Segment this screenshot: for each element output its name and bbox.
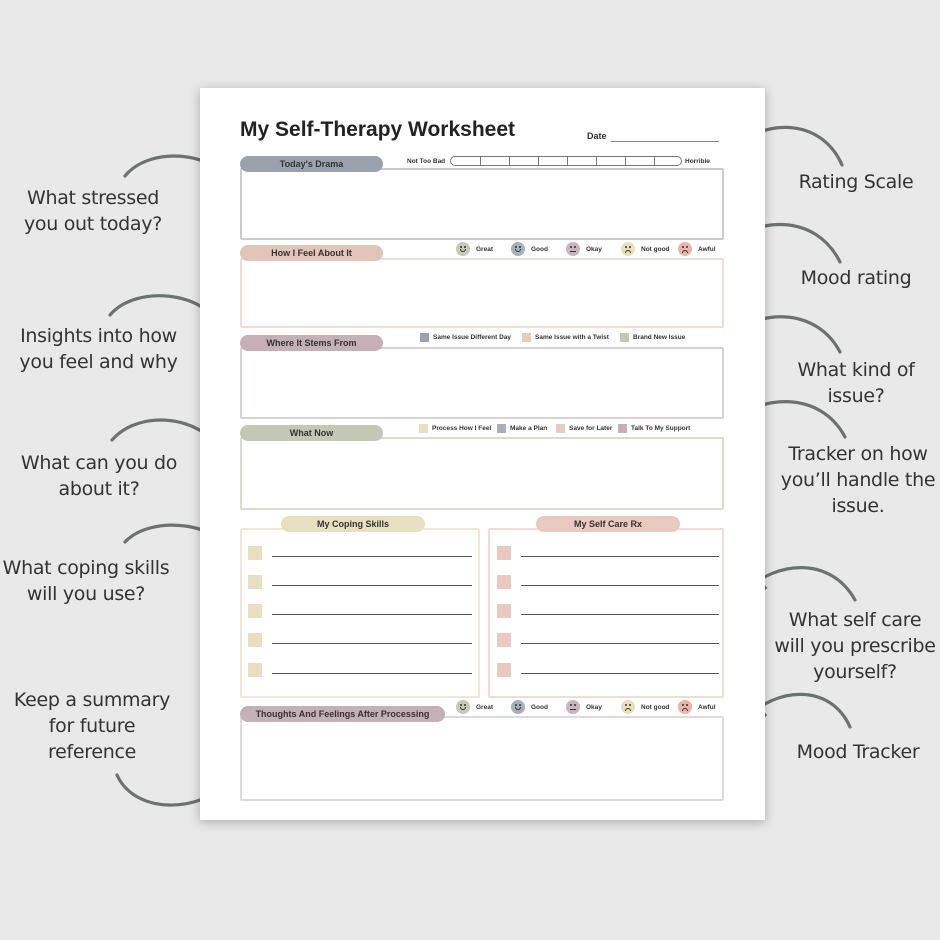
worksheet-page [200, 88, 765, 820]
now-legend-label: Make a Plan [510, 425, 548, 432]
coping-item[interactable] [248, 575, 472, 591]
annotation-moodtracker: Mood Tracker [796, 741, 920, 763]
scale-right-label: Horrible [685, 158, 710, 165]
coping-item[interactable] [248, 604, 472, 620]
notgood-face-icon [621, 242, 635, 256]
great-face-icon [456, 242, 470, 256]
mood-great-label: Great [476, 703, 493, 711]
mood-notgood[interactable] [621, 700, 670, 714]
now-label: What Now [240, 425, 383, 441]
thoughts-box[interactable] [240, 716, 724, 801]
date-field[interactable] [611, 141, 719, 142]
mood-good-label: Good [531, 245, 548, 253]
selfcare-item[interactable] [497, 633, 721, 649]
coping-item[interactable] [248, 633, 472, 649]
now-legend-label: Talk To My Support [631, 425, 691, 432]
stems-legend-new[interactable] [620, 333, 685, 342]
mood-okay[interactable] [566, 242, 602, 256]
mood-good[interactable] [511, 242, 548, 256]
drama-label: Today's Drama [240, 156, 383, 172]
now-legend-support[interactable] [618, 424, 690, 433]
awful-face-icon [678, 242, 692, 256]
selfcare-item[interactable] [497, 663, 721, 679]
stems-legend-label: Same Issue with a Twist [535, 334, 609, 341]
stems-label: Where It Stems From [240, 335, 383, 351]
stems-legend-label: Same Issue Different Day [433, 334, 512, 341]
okay-face-icon [566, 242, 580, 256]
mood-okay-label: Okay [586, 245, 602, 253]
mood-good-label: Good [531, 703, 548, 711]
mood-awful-label: Awful [698, 703, 716, 711]
good-face-icon [511, 242, 525, 256]
mood-notgood-label: Not good [641, 245, 670, 253]
annotation-mood: Mood rating [800, 267, 912, 289]
feel-box[interactable] [240, 258, 724, 328]
stems-legend-label: Brand New Issue [633, 334, 686, 341]
coping-label: My Coping Skills [281, 516, 425, 532]
now-legend-save[interactable] [556, 424, 612, 433]
mood-awful[interactable] [678, 700, 716, 714]
coping-item[interactable] [248, 663, 472, 679]
mood-okay[interactable] [566, 700, 602, 714]
annotation-summary: Keep a summary for future reference [13, 689, 171, 763]
mood-awful[interactable] [678, 242, 716, 256]
annotation-coping: What coping skills will you use? [2, 557, 170, 605]
mood-great[interactable] [456, 242, 493, 256]
selfcare-item[interactable] [497, 546, 721, 562]
now-legend-process[interactable] [419, 424, 491, 433]
annotation-what-can: What can you do about it? [20, 452, 178, 500]
date-label: Date [587, 131, 607, 141]
now-legend-plan[interactable] [497, 424, 547, 433]
thoughts-label: Thoughts And Feelings After Processing [240, 706, 445, 722]
now-box[interactable] [240, 437, 724, 510]
selfcare-item[interactable] [497, 604, 721, 620]
great-face-icon [456, 700, 470, 714]
now-legend-label: Process How I Feel [432, 425, 492, 432]
now-legend-label: Save for Later [569, 425, 613, 432]
rating-scale[interactable] [450, 156, 682, 166]
mood-notgood-label: Not good [641, 703, 670, 711]
mood-great[interactable] [456, 700, 493, 714]
annotation-issue: What kind of issue? [797, 359, 915, 407]
selfcare-item[interactable] [497, 575, 721, 591]
good-face-icon [511, 700, 525, 714]
mood-awful-label: Awful [698, 245, 716, 253]
drama-box[interactable] [240, 168, 724, 240]
annotation-insights: Insights into how you feel and why [19, 325, 178, 373]
annotation-stressed: What stressed you out today? [23, 187, 162, 235]
okay-face-icon [566, 700, 580, 714]
annotation-tracker: Tracker on how you’ll handle the issue. [780, 443, 936, 517]
feel-label: How I Feel About It [240, 245, 383, 261]
notgood-face-icon [621, 700, 635, 714]
stems-box[interactable] [240, 347, 724, 419]
worksheet-title: My Self-Therapy Worksheet [240, 118, 516, 141]
mood-good[interactable] [511, 700, 548, 714]
selfcare-label: My Self Care Rx [536, 516, 680, 532]
awful-face-icon [678, 700, 692, 714]
stems-legend-twist[interactable] [522, 333, 609, 342]
annotation-selfcare: What self care will you prescribe yourself? [774, 609, 936, 683]
mood-notgood[interactable] [621, 242, 670, 256]
stems-legend-same-different[interactable] [420, 333, 511, 342]
mood-okay-label: Okay [586, 703, 602, 711]
coping-item[interactable] [248, 546, 472, 562]
annotation-rating: Rating Scale [798, 171, 914, 193]
scale-left-label: Not Too Bad [407, 158, 446, 165]
mood-great-label: Great [476, 245, 493, 253]
